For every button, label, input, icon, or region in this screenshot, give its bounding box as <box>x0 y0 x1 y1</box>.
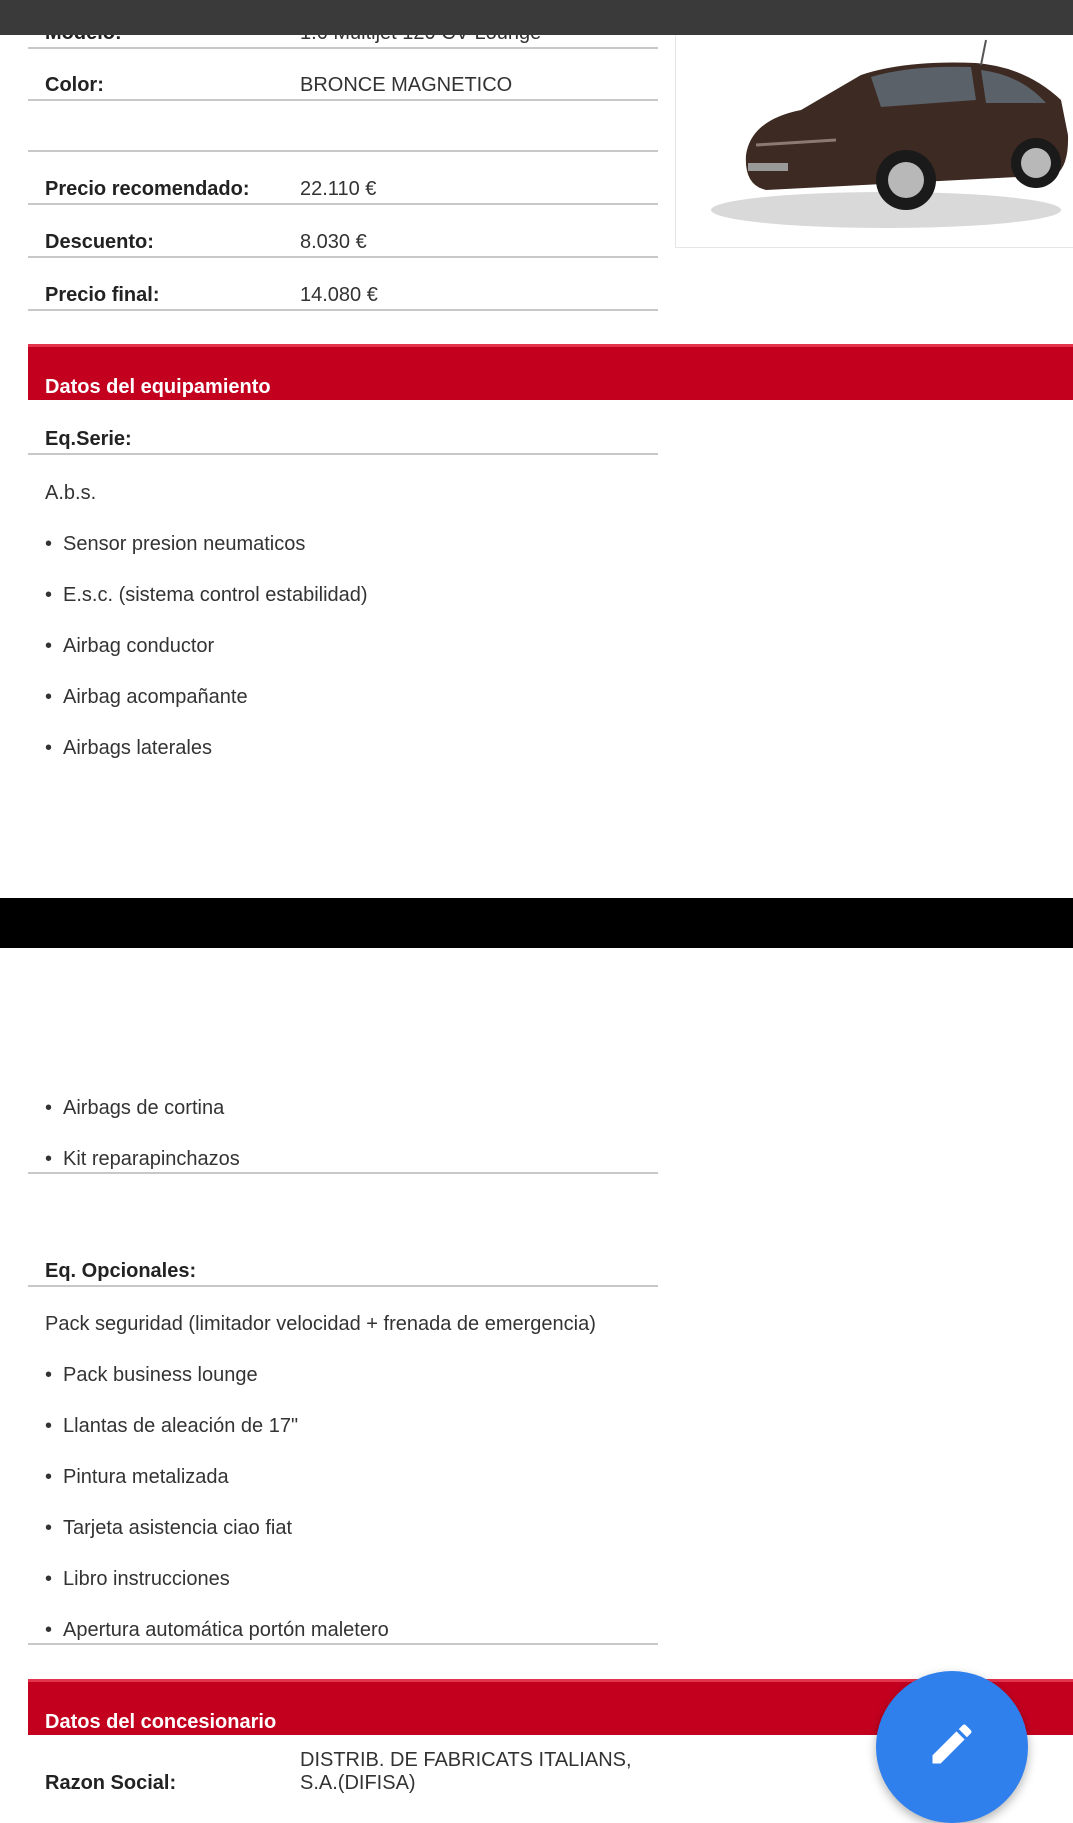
list-item: • Airbag conductor <box>45 635 214 658</box>
descuento-value: 8.030 € <box>300 231 367 253</box>
serie-divider <box>28 1160 658 1174</box>
list-item: • Pintura metalizada <box>45 1466 229 1489</box>
pencil-icon <box>926 1718 978 1770</box>
color-value: BRONCE MAGNETICO <box>300 74 513 96</box>
list-item: • E.s.c. (sistema control estabilidad) <box>45 584 368 607</box>
list-item: • Llantas de aleación de 17" <box>45 1415 298 1438</box>
list-item: • Libro instrucciones <box>45 1568 230 1591</box>
edit-fab-button[interactable] <box>876 1671 1028 1823</box>
equipment-header <box>28 344 1073 400</box>
dealer-header-title: Datos del concesionario <box>45 1711 277 1733</box>
optional-title <box>28 1241 658 1287</box>
row-razon-social <box>28 1745 658 1794</box>
color-label: Color: <box>45 74 104 96</box>
descuento-label: Descuento: <box>45 231 154 253</box>
list-item: • Airbags de cortina <box>45 1097 224 1120</box>
status-bar <box>0 0 1073 35</box>
row-color <box>28 52 658 101</box>
list-item: • Airbags laterales <box>45 737 212 760</box>
list-item: • Airbag acompañante <box>45 686 248 709</box>
screenshot-divider <box>0 898 1073 948</box>
list-item: • Sensor presion neumaticos <box>45 533 305 556</box>
list-item: • Apertura automática portón maletero <box>45 1619 389 1642</box>
row-precio-final <box>28 262 658 311</box>
precio-final-value: 14.080 € <box>300 284 378 306</box>
serie-title-label: Eq.Serie: <box>45 428 132 450</box>
car-illustration <box>676 15 1073 247</box>
list-item: • Pack business lounge <box>45 1364 258 1387</box>
equipment-header-title: Datos del equipamiento <box>45 376 271 398</box>
optional-title-label: Eq. Opcionales: <box>45 1260 197 1282</box>
row-descuento <box>28 209 658 258</box>
list-item: • Tarjeta asistencia ciao fiat <box>45 1517 292 1540</box>
row-empty <box>28 104 658 152</box>
optional-divider <box>28 1631 658 1645</box>
serie-title <box>28 410 658 455</box>
car-image <box>675 14 1073 248</box>
list-item: • Kit reparapinchazos <box>45 1148 240 1171</box>
precio-recomendado-label: Precio recomendado: <box>45 178 250 200</box>
optional-first-item: Pack seguridad (limitador velocidad + frenada de emergencia) <box>45 1313 596 1335</box>
row-precio-recomendado <box>28 156 658 205</box>
razon-social-label: Razon Social: <box>45 1772 177 1794</box>
razon-social-value: DISTRIB. DE FABRICATS ITALIANS, S.A.(DIFISA) <box>300 1749 632 1794</box>
precio-recomendado-value: 22.110 € <box>300 178 377 200</box>
serie-first-item: A.b.s. <box>45 482 97 504</box>
precio-final-label: Precio final: <box>45 284 160 306</box>
